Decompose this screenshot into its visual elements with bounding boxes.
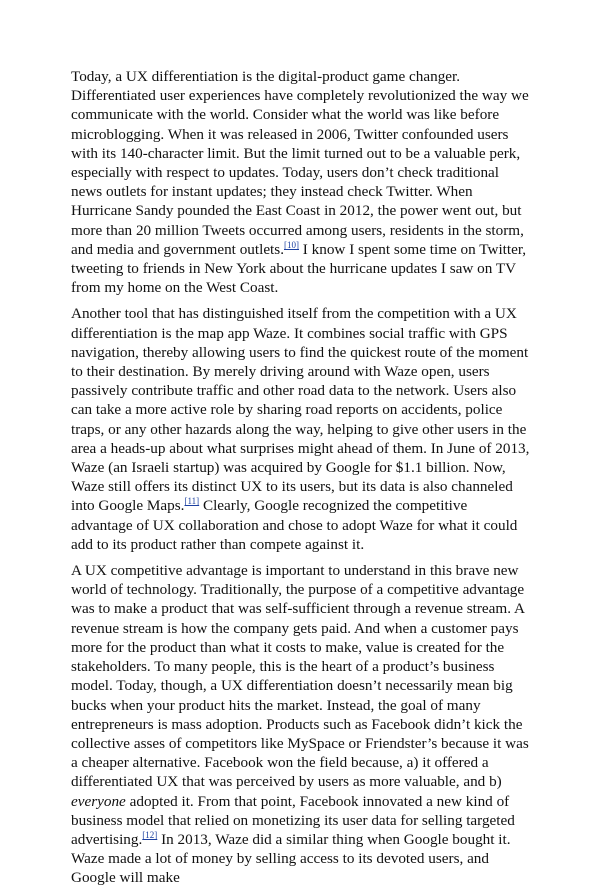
paragraph-text: I know I spent some time on Twitter, tweeting to friends in New York about the hurricane updates I saw on TV from my home on the West Coast.	[71, 240, 527, 297]
paragraph-text: Another tool that has distinguished itself from the competition with a UX differentiation is the map app Waze. It combines social traffic with GPS navigation, thereby allowing users to find the quickest route of the moment to their destination. By merely driving around with Waze open, users passively contribute traffic and other road data to the network. Users also can take a more active role by sharing road reports on accidents, police traps, or any other hazards along the way, helping to give other users in the area a heads-up about what surprises might ahead of them. In June of 2013, Waze (an Israeli startup) was acquired by Google for $1.1 billion. Now, Waze still offers its distinct UX to its users, but its data is also channeled into Google Maps.	[71, 305, 530, 515]
footnote-link-12[interactable]: [12]	[142, 829, 158, 840]
footnote-link-10[interactable]: [10]	[284, 239, 299, 250]
footnote-link-11[interactable]: [11]	[184, 496, 200, 507]
paragraph-text: A UX competitive advantage is important to understand in this brave new world of technology. Traditionally, the purpose of a competitive advantage was to make a product that was self-sufficient through a revenue stream. A revenue stream is how the company gets paid. And when a customer pays more for the product than what it costs to make, value is created for the stakeholders. To many people, this is the heart of a product’s business model. Today, though, a UX differentiation doesn’t necessarily mean big bucks when your product hits the market. Instead, the goal of many entrepreneurs is mass adoption. Products such as Facebook didn’t kick the collective asses of competitors like MySpace or Friendster’s because it was a cheaper alternative. Facebook won the field because, a) it offered a differentiated UX that was perceived by users as more valuable, and b)	[71, 562, 529, 791]
paragraph-text: Today, a UX differentiation is the digital-product game changer. Differentiated user experiences have completely revolutionized the way we communicate with the world. Consider what the world was like before microblogging. When it was released in 2006, Twitter confounded users with its 140-character limit. But the limit turned out to be a valuable perk, especially with respect to updates. Today, users don’t check traditional news outlets for instant updates; they instead check Twitter. When Hurricane Sandy pounded the East Coast in 2012, the power went out, but more than 20 million Tweets occurred among users, residents in the storm, and media and government outlets.	[71, 68, 529, 258]
paragraph-text: adopted it. From that point, Facebook innovated a new kind of business model that relied on monetizing its user data for selling targeted advertising.	[71, 792, 515, 848]
paragraph-waze	[71, 304, 531, 554]
paragraph-twitter	[71, 67, 531, 297]
paragraph-text: Clearly, Google recognized the competitive advantage of UX collaboration and chose to adopt Waze for what it could add to its product rather than compete against it.	[71, 497, 518, 553]
paragraph-competitive-advantage	[71, 561, 531, 887]
document-page	[71, 67, 531, 895]
paragraph-text: In 2013, Waze did a similar thing when Google bought it. Waze made a lot of money by selling access to its devoted users, and Google will make	[71, 830, 511, 887]
emphasis-everyone: everyone	[71, 792, 126, 810]
